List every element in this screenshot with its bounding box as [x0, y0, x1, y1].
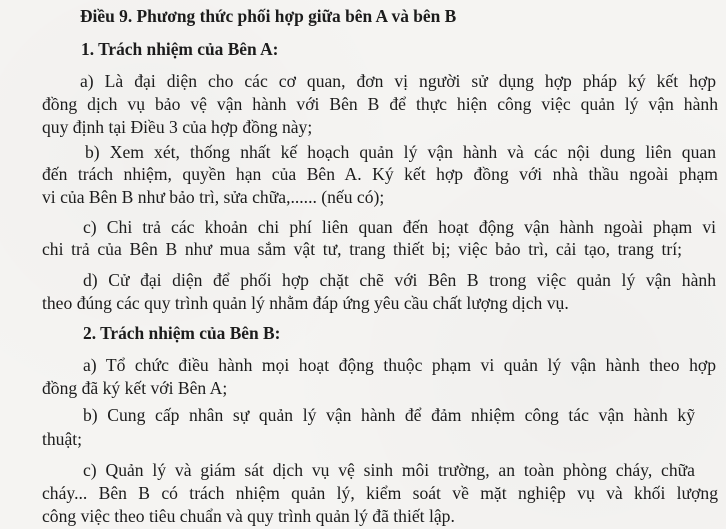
party-a-item-b-line-1: b) Xem xét, thống nhất kế hoạch quản lý vận hành và các nội dung liên quan — [85, 142, 716, 162]
party-a-item-d-line-1: d) Cử đại diện để phối hợp chặt chẽ với Bên B trong việc quản lý vận hành — [83, 270, 716, 290]
article-title: Điều 9. Phương thức phối hợp giữa bên A và bên B — [80, 6, 457, 26]
party-a-item-c-line-1: c) Chi trả các khoản chi phí liên quan đến hoạt động vận hành ngoài phạm vi — [83, 217, 716, 237]
party-b-item-c-line-3: công việc theo tiêu chuẩn và quy trình quản lý đã thiết lập. — [42, 506, 455, 526]
party-a-item-c-line-2: chi trả của Bên B như mua sắm vật tư, trang thiết bị; việc bảo trì, cải tạo, trang trí; — [42, 239, 682, 259]
party-b-item-b-line-2: thuật; — [42, 429, 83, 449]
party-b-item-a-line-2: đồng đã ký kết với Bên A; — [42, 378, 228, 398]
party-a-item-a-line-3: quy định tại Điều 3 của hợp đồng này; — [42, 117, 313, 137]
party-a-item-b-line-2: đến trách nhiệm, quyền hạn của Bên A. Ký kết hợp đồng với nhà thầu ngoài phạm — [42, 164, 718, 184]
party-a-item-a-line-1: a) Là đại diện cho các cơ quan, đơn vị người sử dụng hợp pháp ký kết hợp — [80, 71, 716, 91]
party-a-item-d-line-2: theo đúng các quy trình quản lý nhằm đáp ứng yêu cầu chất lượng dịch vụ. — [42, 293, 569, 313]
party-b-item-b-line-1: b) Cung cấp nhân sự quản lý vận hành để đảm nhiệm công tác vận hành kỹ — [83, 405, 695, 425]
section-heading-party-b: 2. Trách nhiệm của Bên B: — [83, 323, 281, 343]
party-b-item-a-line-1: a) Tổ chức điều hành mọi hoạt động thuộc phạm vi quản lý vận hành theo hợp — [83, 355, 716, 375]
party-a-item-b-line-3: vi của Bên B như bảo trì, sửa chữa,...... (nếu có); — [42, 187, 385, 207]
section-heading-party-a: 1. Trách nhiệm của Bên A: — [81, 39, 279, 59]
party-b-item-c-line-1: c) Quản lý và giám sát dịch vụ vệ sinh môi trường, an toàn phòng cháy, chữa — [83, 460, 695, 480]
party-b-item-c-line-2: cháy... Bên B có trách nhiệm quản lý, kiểm soát về mặt nghiệp vụ và khối lượng — [42, 483, 718, 503]
party-a-item-a-line-2: đồng dịch vụ bảo vệ vận hành với Bên B để thực hiện công việc quản lý vận hành — [42, 94, 718, 114]
